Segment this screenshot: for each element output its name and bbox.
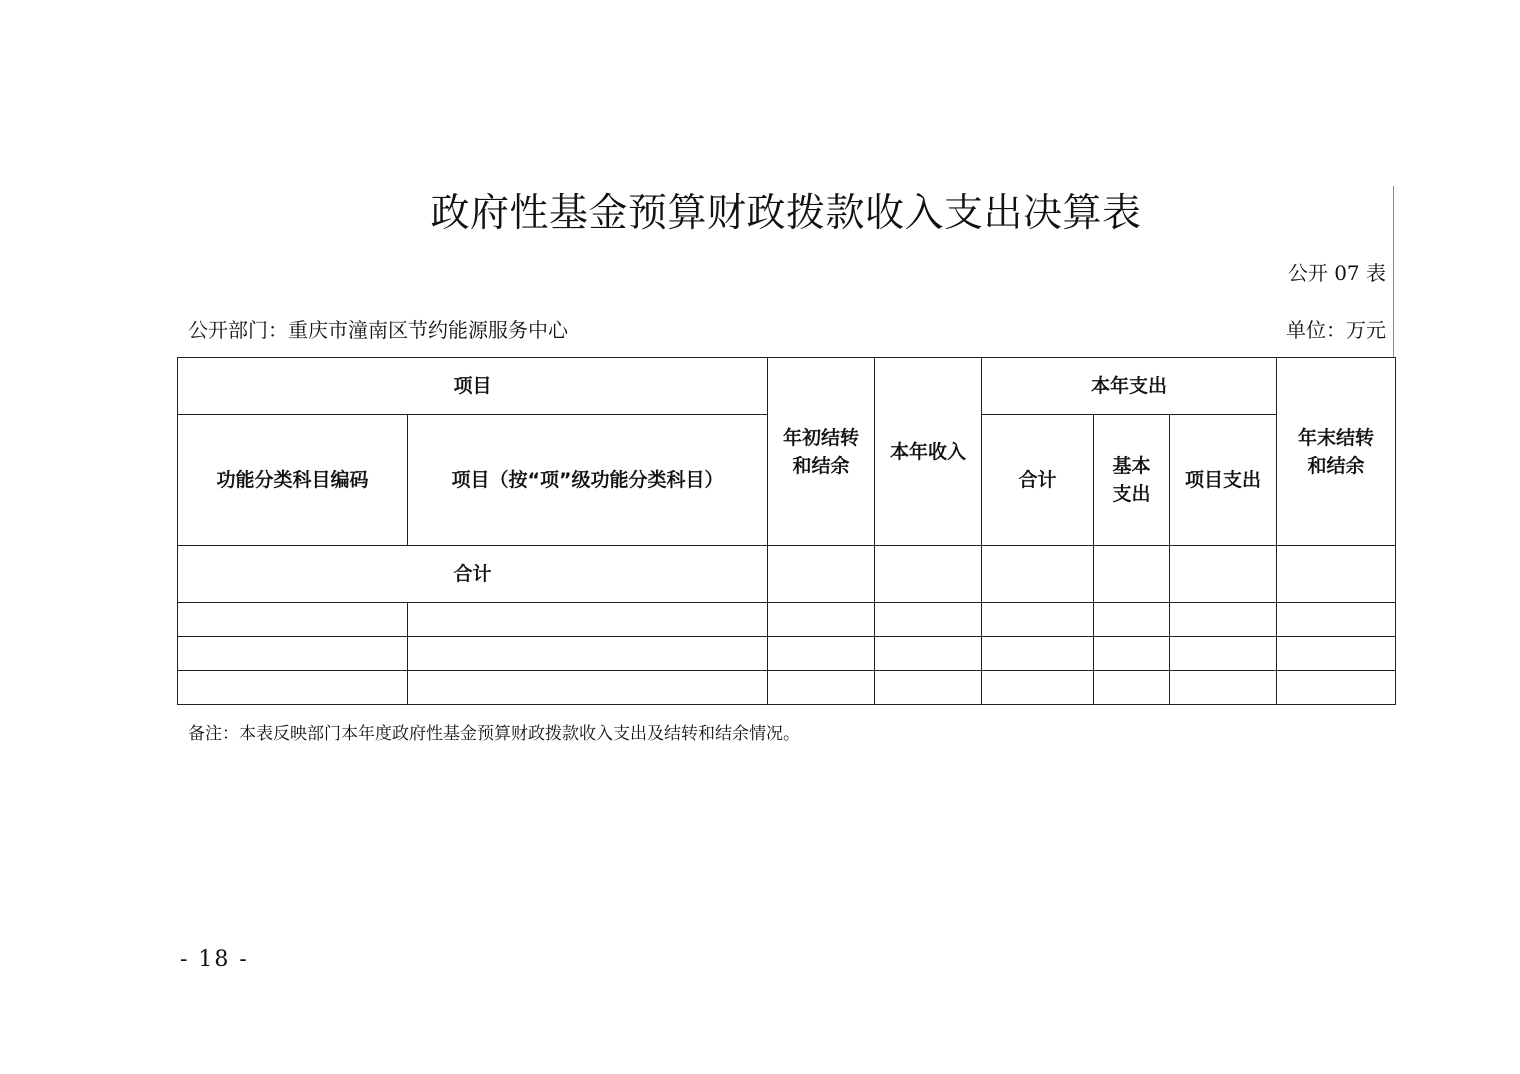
cell-expense-total (982, 671, 1094, 705)
cell-basic (1094, 671, 1170, 705)
cell-begin-balance (768, 603, 875, 637)
header-project: 项目 (178, 358, 768, 415)
total-basic (1094, 546, 1170, 603)
footnote: 备注：本表反映部门本年度政府性基金预算财政拨款收入支出及结转和结余情况。 (188, 724, 800, 744)
cell-end-balance (1277, 637, 1396, 671)
page-title: 政府性基金预算财政拨款收入支出决算表 (430, 191, 1142, 236)
budget-table (177, 357, 1396, 705)
form-number-value: 07 (1334, 261, 1360, 285)
total-begin-balance (768, 546, 875, 603)
cell-code (178, 671, 408, 705)
header-end-balance (1277, 358, 1396, 546)
cell-item (408, 637, 768, 671)
unit-label: 单位：万元 (1286, 318, 1386, 342)
header-basic-line2: 支出 (1112, 483, 1151, 505)
header-income: 本年收入 (875, 358, 982, 546)
total-expense-total (982, 546, 1094, 603)
header-item: 项目（按“项”级功能分类科目） (408, 415, 768, 546)
total-label: 合计 (178, 546, 768, 603)
cell-begin-balance (768, 671, 875, 705)
total-end-balance (1277, 546, 1396, 603)
table-row (178, 603, 1396, 637)
header-expense-group: 本年支出 (982, 358, 1277, 415)
header-expense-total: 合计 (982, 415, 1094, 546)
department-label: 公开部门：重庆市潼南区节约能源服务中心 (188, 318, 568, 342)
header-code: 功能分类科目编码 (178, 415, 408, 546)
cell-income (875, 637, 982, 671)
cell-basic (1094, 637, 1170, 671)
header-begin-balance-line1: 年初结转 (783, 426, 860, 449)
form-number-suffix: 表 (1366, 261, 1386, 285)
total-income (875, 546, 982, 603)
header-row-1 (178, 358, 1396, 415)
header-basic-line1: 基本 (1112, 455, 1151, 477)
cell-end-balance (1277, 603, 1396, 637)
form-number-prefix: 公开 (1287, 261, 1328, 285)
cell-begin-balance (768, 637, 875, 671)
cell-item (408, 603, 768, 637)
form-number (1288, 260, 1386, 286)
table-row (178, 637, 1396, 671)
header-begin-balance (768, 358, 875, 546)
total-project-expense (1170, 546, 1277, 603)
cell-code (178, 603, 408, 637)
cell-project-expense (1170, 603, 1277, 637)
total-row (178, 546, 1396, 603)
cell-project-expense (1170, 671, 1277, 705)
header-basic (1094, 415, 1170, 546)
header-project-expense: 项目支出 (1170, 415, 1277, 546)
cell-expense-total (982, 603, 1094, 637)
cell-income (875, 671, 982, 705)
cell-project-expense (1170, 637, 1277, 671)
cell-code (178, 637, 408, 671)
page-number: - 18 - (180, 947, 249, 972)
cell-item (408, 671, 768, 705)
cell-income (875, 603, 982, 637)
header-begin-balance-line2: 和结余 (792, 454, 850, 477)
header-end-balance-line2: 和结余 (1307, 454, 1365, 477)
cell-end-balance (1277, 671, 1396, 705)
table-row (178, 671, 1396, 705)
cell-basic (1094, 603, 1170, 637)
cell-expense-total (982, 637, 1094, 671)
header-end-balance-line1: 年末结转 (1298, 426, 1375, 449)
